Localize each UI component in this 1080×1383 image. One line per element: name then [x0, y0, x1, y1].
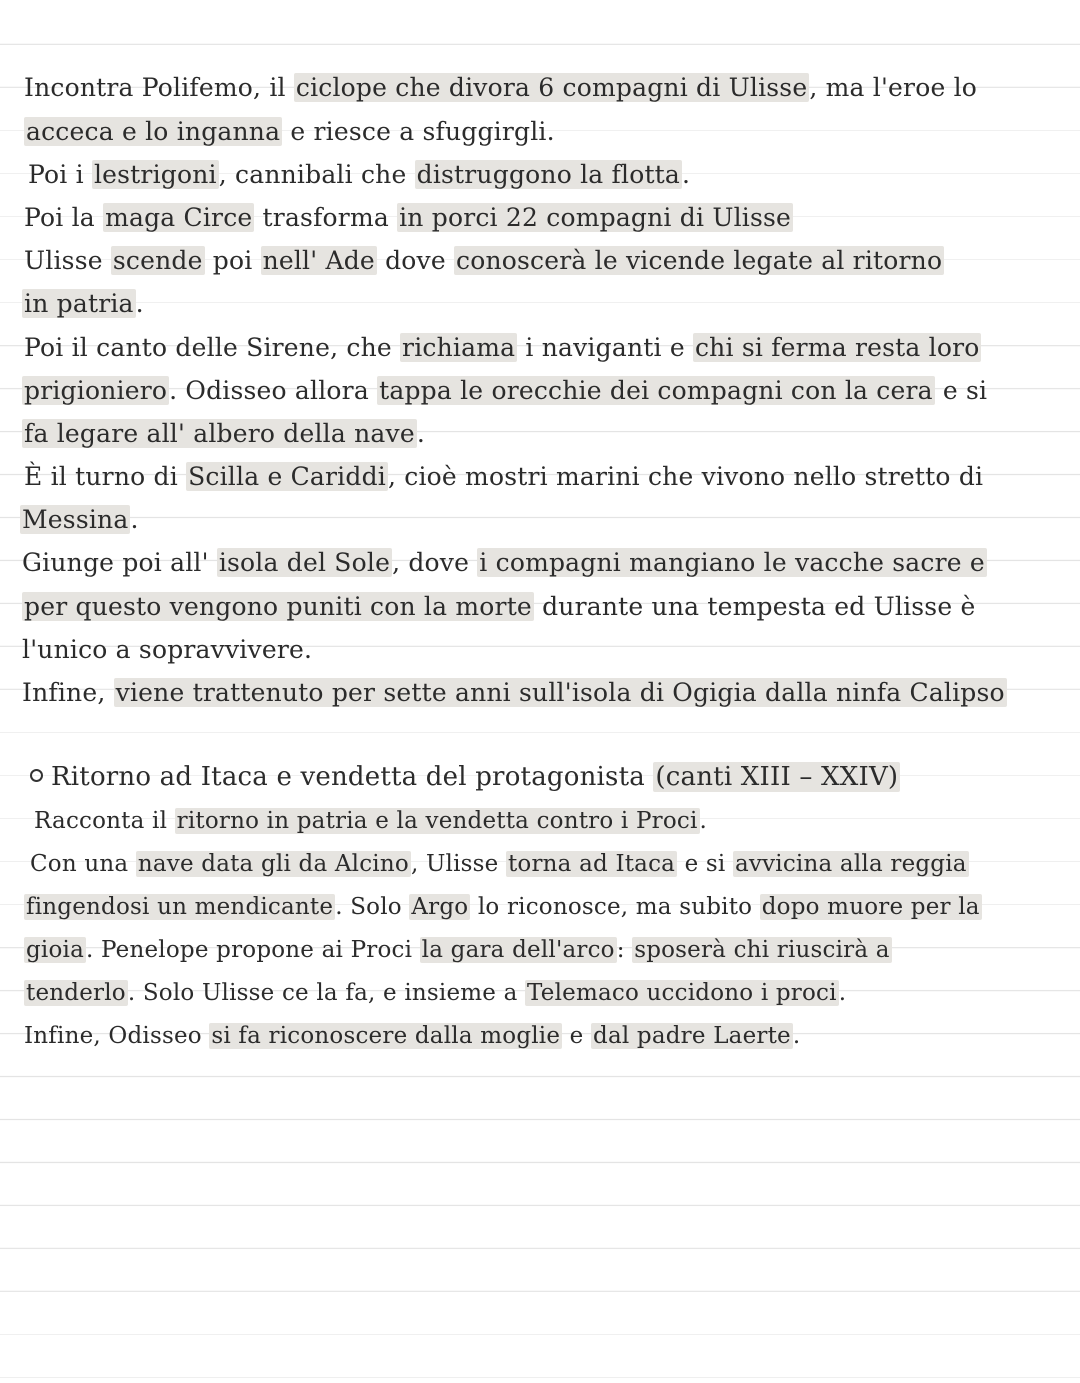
highlighted-text: in porci 22 compagni di Ulisse	[399, 203, 792, 232]
text-line	[24, 110, 555, 153]
section-heading	[30, 756, 900, 799]
text-span: e riesce a sfuggirgli.	[282, 117, 555, 146]
text-line	[34, 800, 707, 843]
text-span: .	[792, 1023, 801, 1049]
highlighted-text: gioia	[26, 937, 84, 963]
highlighted-text: distruggono la flotta	[416, 160, 681, 189]
heading-text: Ritorno ad Itaca e vendetta del protagonista	[51, 762, 645, 792]
text-span: .	[135, 289, 144, 318]
text-span: e si	[677, 851, 733, 877]
highlighted-text: viene trattenuto per sette anni sull'isola di Ogigia dalla ninfa Calipso	[115, 678, 1005, 707]
text-span: Racconta il	[34, 808, 175, 834]
canti-range: (canti XIII – XXIV)	[655, 762, 899, 792]
text-span: poi	[204, 246, 261, 275]
text-span: . Penelope propone ai Proci	[86, 937, 420, 963]
highlighted-text: sposerà chi riuscirà a	[634, 937, 890, 963]
text-span: .	[838, 980, 847, 1006]
bullet-icon	[30, 769, 43, 782]
text-span: .	[682, 160, 691, 189]
highlighted-text: Telemaco uccidono i proci	[527, 980, 837, 1006]
text-span: .	[699, 808, 708, 834]
highlighted-text: Scilla e Cariddi	[188, 462, 386, 491]
text-line	[24, 1015, 800, 1058]
text-line	[22, 541, 987, 584]
text-line	[22, 369, 987, 412]
text-span: , e insieme a	[368, 980, 526, 1006]
text-span: , ma l'eroe lo	[809, 73, 978, 102]
highlighted-text: avvicina alla reggia	[735, 851, 967, 877]
highlighted-text: i compagni mangiano le vacche sacre e	[479, 548, 985, 577]
text-line	[24, 326, 981, 369]
highlighted-text: fingendosi un mendicante	[26, 894, 334, 920]
text-span: È il turno di	[24, 462, 187, 491]
highlighted-text: torna ad Itaca	[507, 851, 676, 877]
highlighted-text: prigioniero	[24, 376, 168, 405]
text-line	[20, 498, 139, 541]
highlighted-text: isola del Sole	[218, 548, 391, 577]
highlighted-text: la gara dell'arco	[421, 937, 615, 963]
text-span: Poi la	[24, 203, 104, 232]
text-line	[24, 929, 892, 972]
text-line	[28, 153, 690, 196]
text-span: Poi i	[28, 160, 92, 189]
text-span: .	[416, 419, 425, 448]
highlighted-text: dopo muore per la	[761, 894, 980, 920]
text-span: Ulisse	[24, 246, 111, 275]
text-span: .	[303, 635, 313, 664]
text-line	[22, 585, 975, 628]
highlighted-text: nave data gli da Alcino	[137, 851, 409, 877]
highlighted-text: Messina	[22, 505, 129, 534]
highlighted-text: lestrigoni	[93, 160, 217, 189]
text-line	[24, 886, 982, 929]
text-line	[24, 66, 977, 109]
text-line	[22, 412, 425, 455]
text-span: Incontra Polifemo, il	[24, 73, 294, 102]
text-span: e	[562, 1023, 592, 1049]
highlighted-text: tenderlo	[26, 980, 126, 1006]
text-span: :	[616, 937, 633, 963]
highlighted-text: chi si ferma resta loro	[694, 333, 980, 362]
text-span: , che	[330, 333, 401, 362]
highlighted-text: dal padre Laerte	[593, 1023, 791, 1049]
text-line	[22, 628, 312, 671]
text-span: , dove	[392, 548, 478, 577]
text-span: dove	[376, 246, 454, 275]
text-line	[24, 972, 846, 1015]
text-span: lo riconosce, ma subito	[470, 894, 760, 920]
text-span: .	[130, 505, 139, 534]
highlighted-text: tappa le orecchie dei compagni con la cera	[379, 376, 933, 405]
highlighted-text: maga Circe	[105, 203, 253, 232]
text-line	[30, 843, 969, 886]
text-span: . Solo Ulisse ce la fa	[127, 980, 368, 1006]
highlighted-text: per questo vengono puniti con la morte	[24, 592, 532, 621]
text-span: trasforma	[254, 203, 398, 232]
highlighted-text: ciclope che divora 6 compagni di Ulisse	[295, 73, 808, 102]
text-line	[22, 282, 144, 325]
highlighted-text: acceca e lo inganna	[26, 117, 281, 146]
highlighted-text: in patria	[24, 289, 134, 318]
highlighted-text: ritorno in patria e la vendetta contro i Proci	[176, 808, 698, 834]
text-line	[24, 455, 983, 498]
text-span: Poi il canto delle Sirene	[24, 333, 331, 362]
text-line	[24, 239, 944, 282]
highlighted-text: nell' Ade	[262, 246, 375, 275]
highlighted-text: Argo	[411, 894, 469, 920]
text-span: , cioè mostri marini che vivono nello stretto di	[387, 462, 984, 491]
text-span: . Solo	[335, 894, 410, 920]
text-line	[22, 671, 1007, 714]
text-span: , Ulisse	[410, 851, 506, 877]
text-span: , cannibali che	[218, 160, 415, 189]
text-span: Infine,	[22, 678, 114, 707]
text-span: Infine, Odisseo	[24, 1023, 210, 1049]
text-span: Giunge poi all'	[22, 548, 217, 577]
text-span: l'unico a sopravvivere	[22, 635, 304, 664]
highlighted-text: conoscerà le vicende legate al ritorno	[456, 246, 943, 275]
text-span: i naviganti e	[517, 333, 693, 362]
highlighted-text: richiama	[402, 333, 516, 362]
highlighted-text: fa legare all' albero della nave	[24, 419, 415, 448]
text-span: . Odisseo allora	[169, 376, 378, 405]
highlighted-text: scende	[112, 246, 203, 275]
text-line	[24, 196, 793, 239]
text-span: Con una	[30, 851, 136, 877]
text-span: durante una tempesta ed Ulisse è	[533, 592, 976, 621]
text-span: e si	[934, 376, 988, 405]
highlighted-text: si fa riconoscere dalla moglie	[211, 1023, 561, 1049]
